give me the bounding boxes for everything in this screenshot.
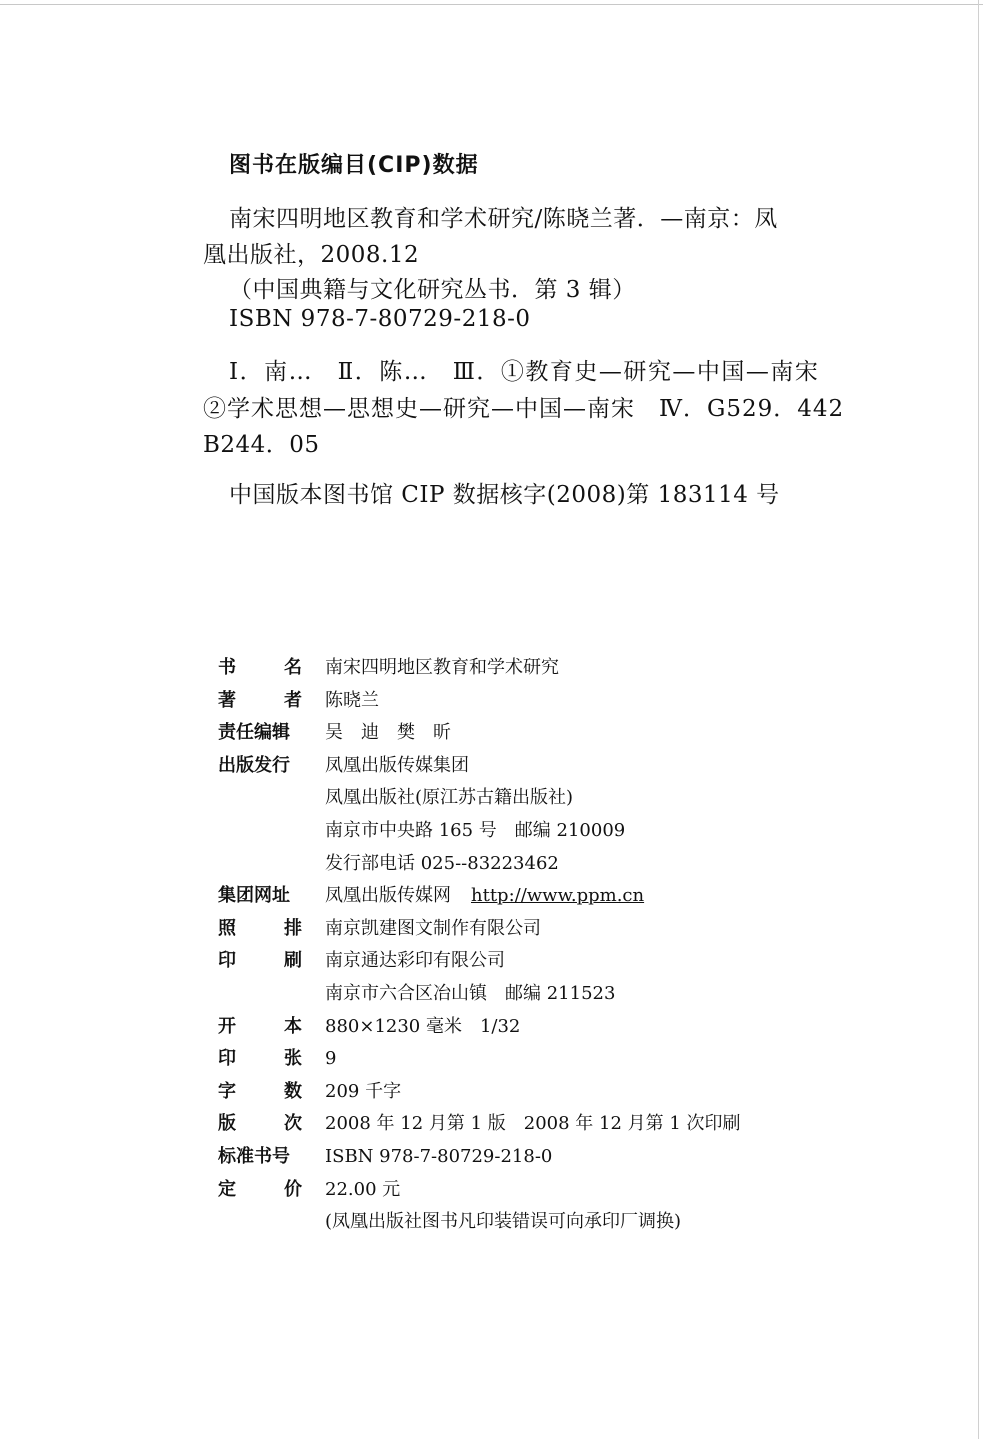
- imprint-label-author: 著 者: [218, 689, 302, 711]
- cip-subject-line-2: ②学术思想—思想史—研究—中国—南宋 Ⅳ．G529．442: [203, 396, 845, 422]
- imprint-label-isbn: 标准书号: [218, 1145, 290, 1167]
- imprint-label-format: 开 本: [218, 1015, 302, 1037]
- website-url-link[interactable]: http://www.ppm.cn: [471, 885, 645, 907]
- scan-edge-top: [0, 4, 983, 5]
- imprint-label-website: 集团网址: [218, 885, 290, 907]
- imprint-value-typeset: 南京凯建图文制作有限公司: [325, 917, 541, 939]
- imprint-label-price: 定 价: [218, 1178, 302, 1200]
- imprint-value-title: 南宋四明地区教育和学术研究: [325, 657, 559, 678]
- imprint-value-format: 880×1230 毫米 1/32: [325, 1015, 521, 1037]
- cip-series-line: （中国典籍与文化研究丛书．第 3 辑）: [229, 277, 636, 303]
- imprint-label-edition: 版 次: [218, 1113, 302, 1135]
- imprint-label-publisher: 出版发行: [218, 754, 290, 776]
- cip-bibliographic-line-2: 凰出版社，2008.12: [203, 242, 420, 268]
- imprint-value-sheets: 9: [325, 1048, 337, 1070]
- imprint-label-words: 字 数: [218, 1080, 302, 1102]
- imprint-value-publisher-address: 南京市中央路 165 号 邮编 210009: [325, 819, 626, 841]
- imprint-value-website: [325, 882, 644, 910]
- imprint-value-printer-address: 南京市六合区冶山镇 邮编 211523: [325, 982, 616, 1004]
- imprint-value-author: 陈晓兰: [325, 689, 379, 711]
- scan-edge-right: [978, 0, 979, 1439]
- cip-isbn-line: ISBN 978-7-80729-218-0: [229, 306, 531, 332]
- imprint-value-publisher-group: 凤凰出版传媒集团: [325, 754, 469, 776]
- website-name: 凤凰出版传媒网: [325, 885, 451, 907]
- imprint-label-typeset: 照 排: [218, 917, 302, 939]
- cip-subject-line-1: Ⅰ．南… Ⅱ．陈… Ⅲ．①教育史—研究—中国—南宋: [229, 359, 820, 385]
- imprint-label-sheets: 印 张: [218, 1048, 302, 1070]
- cip-classification-line: B244．05: [203, 432, 320, 458]
- imprint-label-editor: 责任编辑: [218, 722, 290, 744]
- imprint-value-editor: 吴 迪 樊 昕: [325, 722, 451, 744]
- imprint-value-publisher-phone: 发行部电话 025--83223462: [325, 852, 559, 874]
- imprint-value-price: 22.00 元: [325, 1178, 401, 1200]
- cip-bibliographic-line-1: 南宋四明地区教育和学术研究/陈晓兰著．—南京：凤: [229, 206, 778, 232]
- imprint-value-printer: 南京通达彩印有限公司: [325, 950, 505, 972]
- cip-heading: 图书在版编目(CIP)数据: [229, 153, 479, 178]
- imprint-label-title: 书 名: [218, 657, 302, 678]
- imprint-value-publisher-name: 凤凰出版社(原江苏古籍出版社): [325, 787, 574, 809]
- imprint-value-words: 209 千字: [325, 1080, 402, 1102]
- imprint-notice: (凤凰出版社图书凡印装错误可向承印厂调换): [325, 1211, 682, 1233]
- cip-record-number: 中国版本图书馆 CIP 数据核字(2008)第 183114 号: [229, 482, 780, 508]
- imprint-value-edition: 2008 年 12 月第 1 版 2008 年 12 月第 1 次印刷: [325, 1113, 741, 1135]
- imprint-label-printer: 印 刷: [218, 950, 302, 972]
- imprint-value-isbn: ISBN 978-7-80729-218-0: [325, 1145, 553, 1167]
